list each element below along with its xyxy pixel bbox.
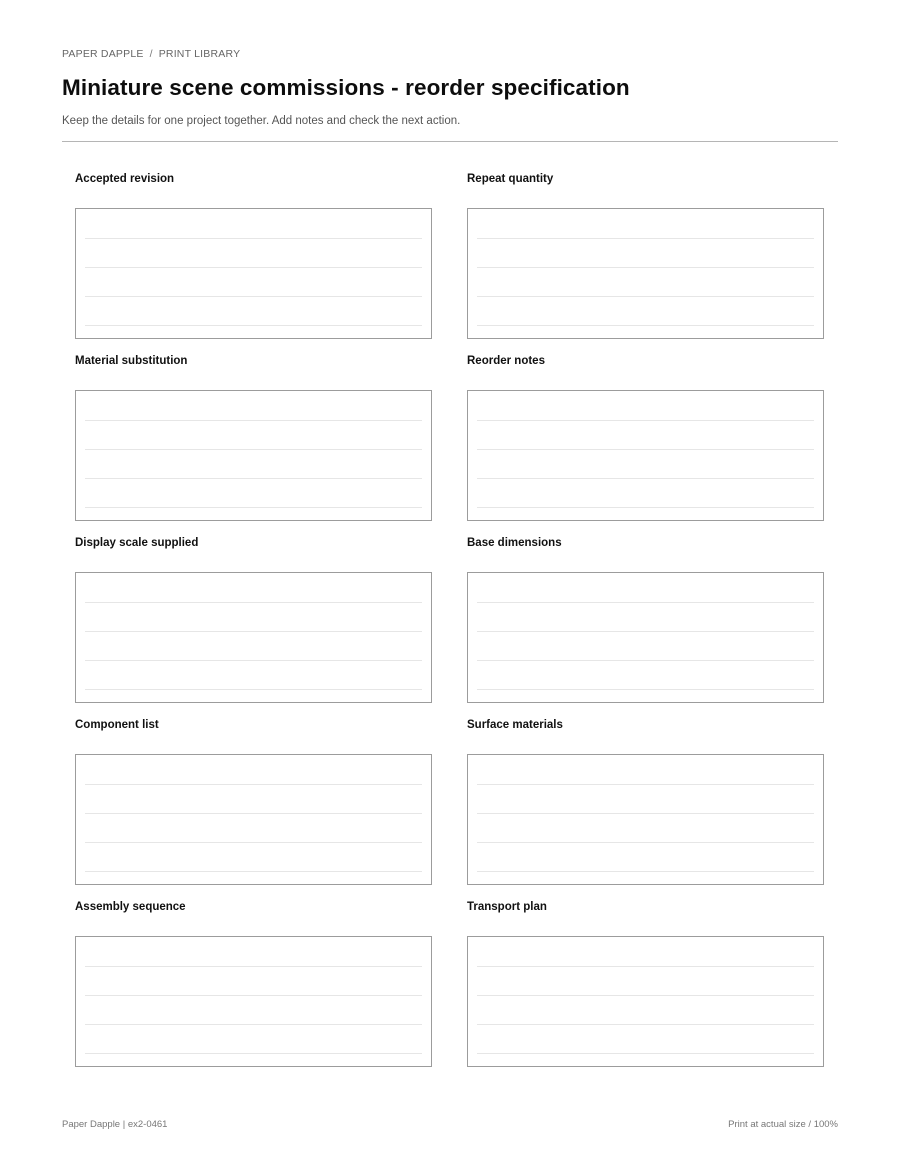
writing-line: [477, 267, 814, 268]
breadcrumb-section[interactable]: PRINT LIBRARY: [158, 48, 241, 60]
writing-line: [85, 478, 422, 479]
writing-line: [477, 842, 814, 843]
writing-line: [477, 995, 814, 996]
writing-line: [85, 420, 422, 421]
writing-line: [85, 966, 422, 967]
field-label-component-list: Component list: [75, 719, 159, 731]
writing-line: [85, 660, 422, 661]
breadcrumb-separator: /: [149, 48, 153, 60]
field-box-transport-plan[interactable]: [467, 936, 824, 1067]
field-label-reorder-notes: Reorder notes: [467, 355, 545, 367]
writing-line: [477, 238, 814, 239]
page-title: Miniature scene commissions - reorder specification: [62, 75, 630, 100]
field-label-repeat-quantity: Repeat quantity: [467, 173, 554, 185]
field-label-accepted-revision: Accepted revision: [75, 173, 175, 185]
writing-line: [85, 267, 422, 268]
field-box-base-dimensions[interactable]: [467, 572, 824, 703]
writing-line: [477, 1053, 814, 1054]
field-label-transport-plan: Transport plan: [467, 901, 547, 913]
breadcrumb: [62, 48, 240, 60]
writing-line: [477, 478, 814, 479]
field-box-assembly-sequence[interactable]: [75, 936, 432, 1067]
writing-line: [85, 842, 422, 843]
field-box-accepted-revision[interactable]: [75, 208, 432, 339]
writing-line: [477, 631, 814, 632]
writing-line: [477, 507, 814, 508]
writing-line: [477, 813, 814, 814]
writing-line: [477, 420, 814, 421]
page-subtitle: Keep the details for one project together. Add notes and check the next action.: [62, 115, 461, 127]
footer-document-id: Paper Dapple | ex2-0461: [62, 1119, 168, 1130]
field-label-surface-materials: Surface materials: [467, 719, 563, 731]
writing-line: [85, 631, 422, 632]
writing-line: [477, 325, 814, 326]
writing-line: [477, 296, 814, 297]
writing-line: [85, 871, 422, 872]
field-label-display-scale-supplied: Display scale supplied: [75, 537, 199, 549]
field-label-base-dimensions: Base dimensions: [467, 537, 562, 549]
field-box-display-scale-supplied[interactable]: [75, 572, 432, 703]
field-box-reorder-notes[interactable]: [467, 390, 824, 521]
field-box-repeat-quantity[interactable]: [467, 208, 824, 339]
writing-line: [85, 449, 422, 450]
field-box-surface-materials[interactable]: [467, 754, 824, 885]
field-box-component-list[interactable]: [75, 754, 432, 885]
writing-line: [85, 238, 422, 239]
field-label-assembly-sequence: Assembly sequence: [75, 901, 186, 913]
writing-line: [85, 1024, 422, 1025]
writing-line: [85, 325, 422, 326]
breadcrumb-brand[interactable]: PAPER DAPPLE: [62, 48, 144, 60]
writing-line: [477, 966, 814, 967]
writing-line: [477, 449, 814, 450]
writing-line: [85, 689, 422, 690]
writing-line: [477, 660, 814, 661]
writing-line: [477, 689, 814, 690]
writing-line: [85, 995, 422, 996]
writing-line: [85, 602, 422, 603]
header-divider: [62, 141, 838, 142]
writing-line: [477, 784, 814, 785]
writing-line: [85, 1053, 422, 1054]
writing-line: [85, 813, 422, 814]
writing-line: [85, 784, 422, 785]
writing-line: [85, 507, 422, 508]
writing-line: [477, 602, 814, 603]
writing-line: [477, 871, 814, 872]
field-box-material-substitution[interactable]: [75, 390, 432, 521]
footer-print-note: Print at actual size / 100%: [728, 1119, 838, 1130]
writing-line: [85, 296, 422, 297]
writing-line: [477, 1024, 814, 1025]
field-label-material-substitution: Material substitution: [75, 355, 188, 367]
